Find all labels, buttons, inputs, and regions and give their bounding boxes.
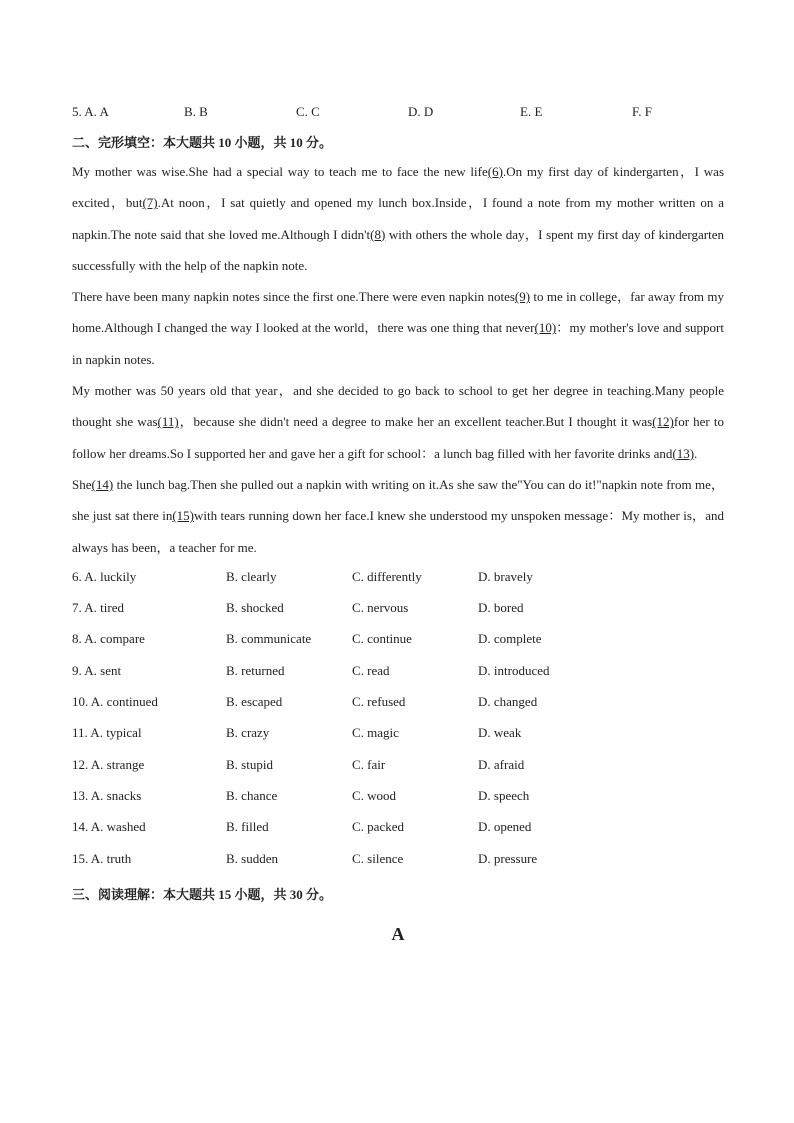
option-c: C. refused (352, 694, 406, 710)
option-c: C. magic (352, 725, 399, 741)
option-a: 13. A. snacks (72, 787, 142, 803)
blank-12: (12) (652, 414, 674, 430)
text-span: with others the whole day，I spent my first day of kindergarten successfully with the help of the napkin note. (72, 226, 725, 273)
option-c: C. differently (352, 568, 422, 584)
option-d: D. pressure (478, 850, 538, 866)
text-span: for her to follow her dreams.So I supported her and gave her a gift for school：a lunch bag filled with her favorite drinks and (72, 414, 724, 461)
option-b: B. communicate (226, 631, 312, 647)
option-row-14 (72, 813, 724, 844)
text-span: with tears running down her face.I knew she understood my unspoken message：My mother is，and always has been，a teacher for me. (72, 508, 724, 555)
text-span: My mother was 50 years old that year，and she decided to go back to school to get her degree in teaching.Many people thought she was (72, 383, 724, 430)
text-span: There have been many napkin notes since the first one.There were even napkin notes (72, 289, 515, 305)
option-b: B. chance (226, 787, 278, 803)
section-3-heading: 三、阅读理解：本大题共 15 小题，共 30 分。 (72, 886, 333, 902)
options-list (72, 563, 724, 876)
option-a: 7. A. tired (72, 600, 124, 616)
option-c: C. nervous (352, 600, 409, 616)
option-a: 15. A. truth (72, 850, 132, 866)
option-b: B. stupid (226, 756, 273, 772)
blank-7: (7) (142, 195, 158, 211)
option-row-9 (72, 657, 724, 688)
option-row-13 (72, 782, 724, 813)
blank-15: (15) (172, 508, 194, 524)
text-span: .On my first day of kindergarten，I was excited，but (72, 164, 725, 211)
option-row-7 (72, 594, 724, 625)
option-b: B. sudden (226, 850, 278, 866)
option-5e: E. E (520, 104, 543, 119)
option-5c: C. C (296, 104, 320, 119)
option-d: D. bravely (478, 568, 533, 584)
option-c: C. packed (352, 819, 404, 835)
section-2-heading: 二、完形填空：本大题共 10 小题，共 10 分。 (72, 135, 333, 150)
blank-9: (9) (514, 289, 531, 305)
blank-14: (14) (91, 476, 114, 492)
blank-13: (13) (672, 445, 695, 461)
text-span: . (694, 445, 698, 461)
option-b: B. crazy (226, 725, 270, 741)
text-span: My mother was wise.She had a special way to teach me to face the new life (72, 164, 488, 179)
option-b: B. shocked (226, 600, 284, 616)
option-a: 10. A. continued (72, 694, 158, 710)
option-b: B. filled (226, 819, 269, 835)
option-5b: B. B (184, 104, 208, 119)
option-d: D. afraid (478, 756, 525, 772)
option-d: D. changed (478, 694, 538, 710)
option-row-10 (72, 688, 724, 719)
option-5a: 5. A. A (72, 104, 109, 119)
text-span: the lunch bag.Then she pulled out a napkin with writing on it.As she saw the"You can do it!"napkin note from me，she just sat there in (72, 476, 724, 524)
option-c: C. wood (352, 787, 397, 803)
option-row-6 (72, 563, 724, 594)
passage-paragraph-3 (72, 375, 724, 469)
blank-11: (11) (157, 414, 179, 430)
option-5d: D. D (408, 104, 434, 119)
option-d: D. complete (478, 631, 542, 647)
option-5f: F. F (632, 104, 652, 119)
option-a: 12. A. strange (72, 756, 145, 772)
option-d: D. weak (478, 725, 522, 741)
text-span: .At noon，I sat quietly and opened my lunch box.Inside，I found a note from my mother written on a napkin.The note said that she loved me.Although I didn't (72, 195, 724, 242)
exam-page (72, 100, 724, 945)
text-span: ：my mother's love and support in napkin notes. (72, 320, 724, 367)
option-a: 8. A. compare (72, 631, 145, 647)
option-a: 9. A. sent (72, 662, 122, 678)
option-c: C. read (352, 662, 390, 678)
option-d: D. introduced (478, 662, 550, 678)
option-c: C. fair (352, 756, 386, 772)
blank-8: (8) (370, 226, 386, 242)
option-b: B. clearly (226, 568, 277, 584)
passage-a-label: A (391, 923, 405, 944)
question-5-options (72, 100, 724, 124)
option-b: B. returned (226, 662, 285, 678)
option-row-11 (72, 719, 724, 750)
blank-6: (6) (487, 164, 503, 179)
passage-paragraph-4 (72, 469, 724, 563)
text-span: She (72, 476, 92, 492)
option-a: 14. A. washed (72, 819, 146, 835)
option-row-12 (72, 751, 724, 782)
option-a: 6. A. luckily (72, 568, 137, 584)
option-d: D. opened (478, 819, 532, 835)
passage-paragraph-2 (72, 281, 724, 375)
option-row-15 (72, 845, 724, 876)
option-c: C. continue (352, 631, 412, 647)
option-c: C. silence (352, 850, 404, 866)
option-d: D. speech (478, 787, 530, 803)
text-span: to me in college，far away from my home.Although I changed the way I looked at the world，there was one thing that never (72, 289, 724, 336)
option-b: B. escaped (226, 694, 283, 710)
text-span: ，because she didn't need a degree to make her an excellent teacher.But I thought it was (178, 414, 653, 430)
option-a: 11. A. typical (72, 725, 142, 741)
option-d: D. bored (478, 600, 524, 616)
blank-10: (10) (534, 320, 557, 336)
option-row-8 (72, 625, 724, 656)
passage-paragraph-1 (72, 156, 724, 281)
